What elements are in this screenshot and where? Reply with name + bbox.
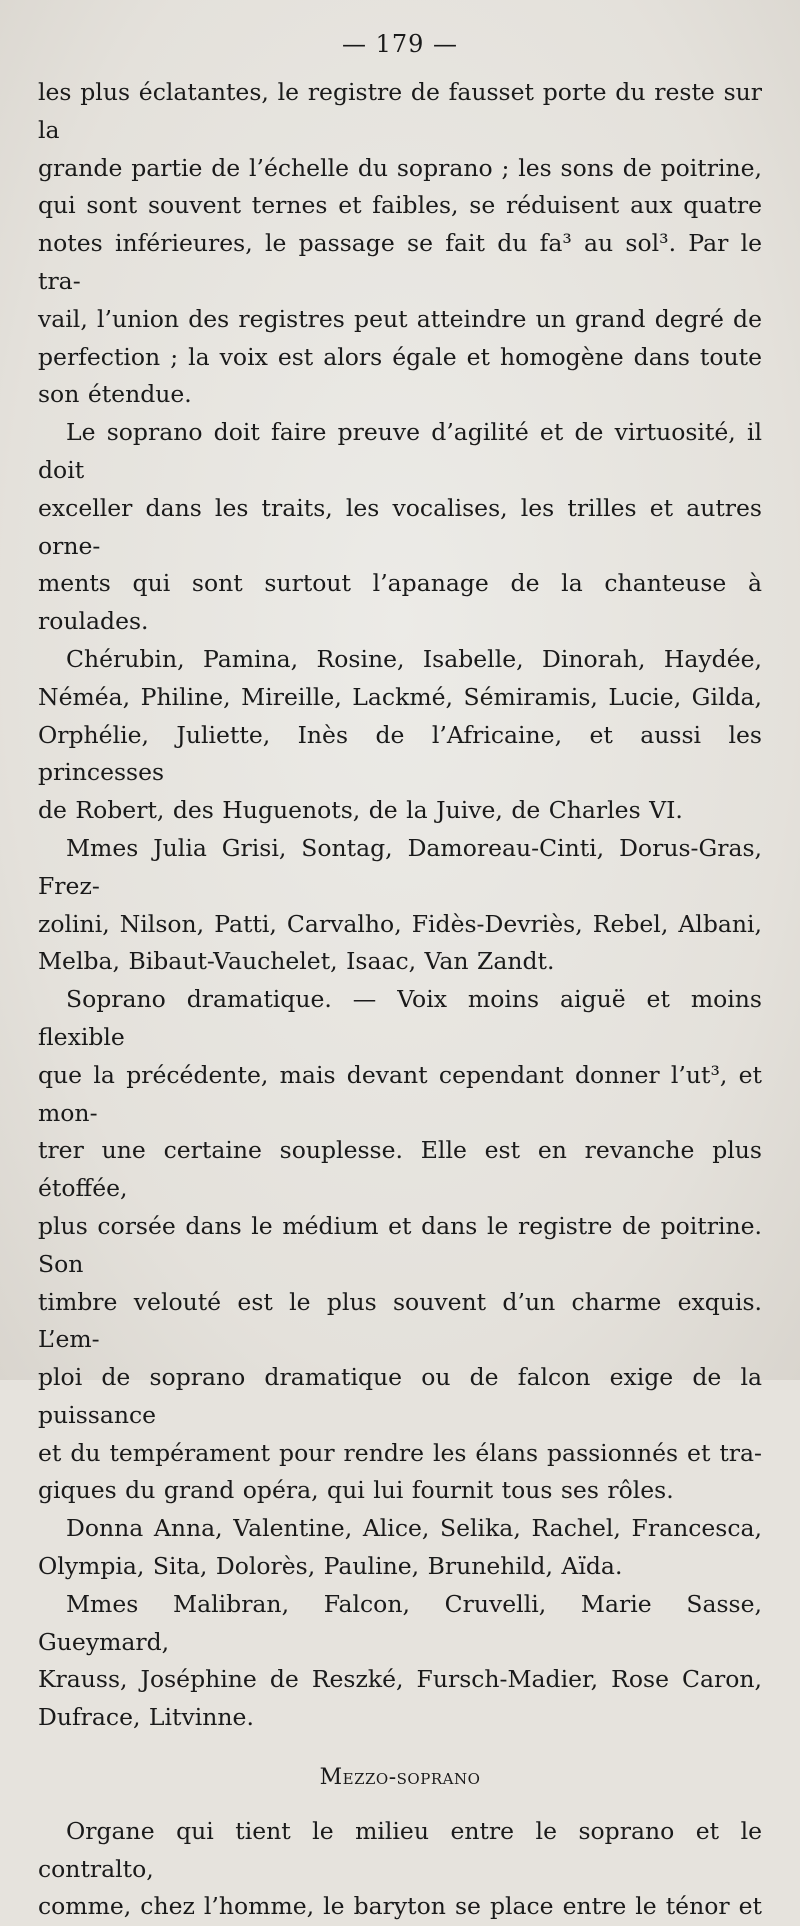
text-line: son étendue. <box>38 380 192 409</box>
text-line: Olympia, Sita, Dolorès, Pauline, Brunehild, Aïda. <box>38 1552 623 1581</box>
body-text <box>38 74 762 1926</box>
text-line: vail, l’union des registres peut atteindre un grand degré de <box>38 304 762 333</box>
page-number: — 179 — <box>341 30 459 58</box>
text-line: trer une certaine souplesse. Elle est en revanche plus étoffée, <box>38 1136 762 1203</box>
text-line: notes inférieures, le passage se fait du fa³ au sol³. Par le tra- <box>38 229 762 295</box>
text-line: que la précédente, mais devant cependant donner l’ut³, et mon- <box>38 1060 762 1127</box>
text-line: grande partie de l’échelle du soprano ; les sons de poitrine, <box>38 153 762 182</box>
text-line: qui sont souvent ternes et faibles, se réduisent aux quatre <box>38 191 762 220</box>
text-line: timbre velouté est le plus souvent d’un charme exquis. L’em- <box>38 1287 762 1354</box>
text-line: perfection ; la voix est alors égale et homogène dans toute <box>38 342 762 371</box>
text-line: giques du grand opéra, qui lui fournit tous ses rôles. <box>38 1476 674 1505</box>
text-line: de Robert, des Huguenots, de la Juive, de Charles VI. <box>38 796 683 825</box>
text-line: Mmes Julia Grisi, Sontag, Damoreau-Cinti, Dorus-Gras, Frez- <box>38 833 762 900</box>
text-line: Melba, Bibaut-Vauchelet, Isaac, Van Zandt. <box>38 947 555 976</box>
text-line: Organe qui tient le milieu entre le soprano et le contralto, <box>38 1816 762 1883</box>
text-line: Krauss, Joséphine de Reszké, Fursch-Madier, Rose Caron, <box>38 1665 762 1694</box>
paragraph-2 <box>38 414 762 641</box>
text-line: ments qui sont surtout l’apanage de la chanteuse à roulades. <box>38 569 762 636</box>
text-line: comme, chez l’homme, le baryton se place entre le ténor et <box>38 1892 762 1921</box>
text-line: Le soprano doit faire preuve d’agilité et de virtuosité, il doit <box>38 418 762 484</box>
section-heading: Mezzo-soprano <box>319 1765 481 1791</box>
text-line: Néméa, Philine, Mireille, Lackmé, Sémiramis, Lucie, Gilda, <box>38 682 762 711</box>
paragraph-7 <box>38 1586 762 1737</box>
text-line: exceller dans les traits, les vocalises, les trilles et autres orne- <box>38 493 762 560</box>
paragraph-mezzo <box>38 1813 762 1926</box>
text-line: Orphélie, Juliette, Inès de l’Africaine, et aussi les princesses <box>38 720 762 787</box>
text-line: Mmes Malibran, Falcon, Cruvelli, Marie Sasse, Gueymard, <box>38 1589 762 1656</box>
paragraph-6 <box>38 1510 762 1586</box>
paragraph-4 <box>38 830 762 981</box>
text-line: les plus éclatantes, le registre de fausset porte du reste sur la <box>38 78 762 144</box>
paragraph-3 <box>38 641 762 830</box>
text-line: zolini, Nilson, Patti, Carvalho, Fidès-Devriès, Rebel, Albani, <box>38 909 762 938</box>
paragraph-5 <box>38 981 762 1510</box>
text-line: plus corsée dans le médium et dans le registre de poitrine. Son <box>38 1211 762 1278</box>
text-line: Dufrace, Litvinne. <box>38 1703 254 1732</box>
text-line: Chérubin, Pamina, Rosine, Isabelle, Dinorah, Haydée, <box>66 644 762 673</box>
text-line: Soprano dramatique. — Voix moins aiguë et moins flexible <box>38 985 762 1051</box>
text-line: Donna Anna, Valentine, Alice, Selika, Rachel, Francesca, <box>66 1514 762 1543</box>
paragraph-1 <box>38 74 762 414</box>
text-line: et du tempérament pour rendre les élans passionnés et tra- <box>38 1438 762 1467</box>
text-line: ploi de soprano dramatique ou de falcon exige de la puissance <box>38 1363 762 1429</box>
